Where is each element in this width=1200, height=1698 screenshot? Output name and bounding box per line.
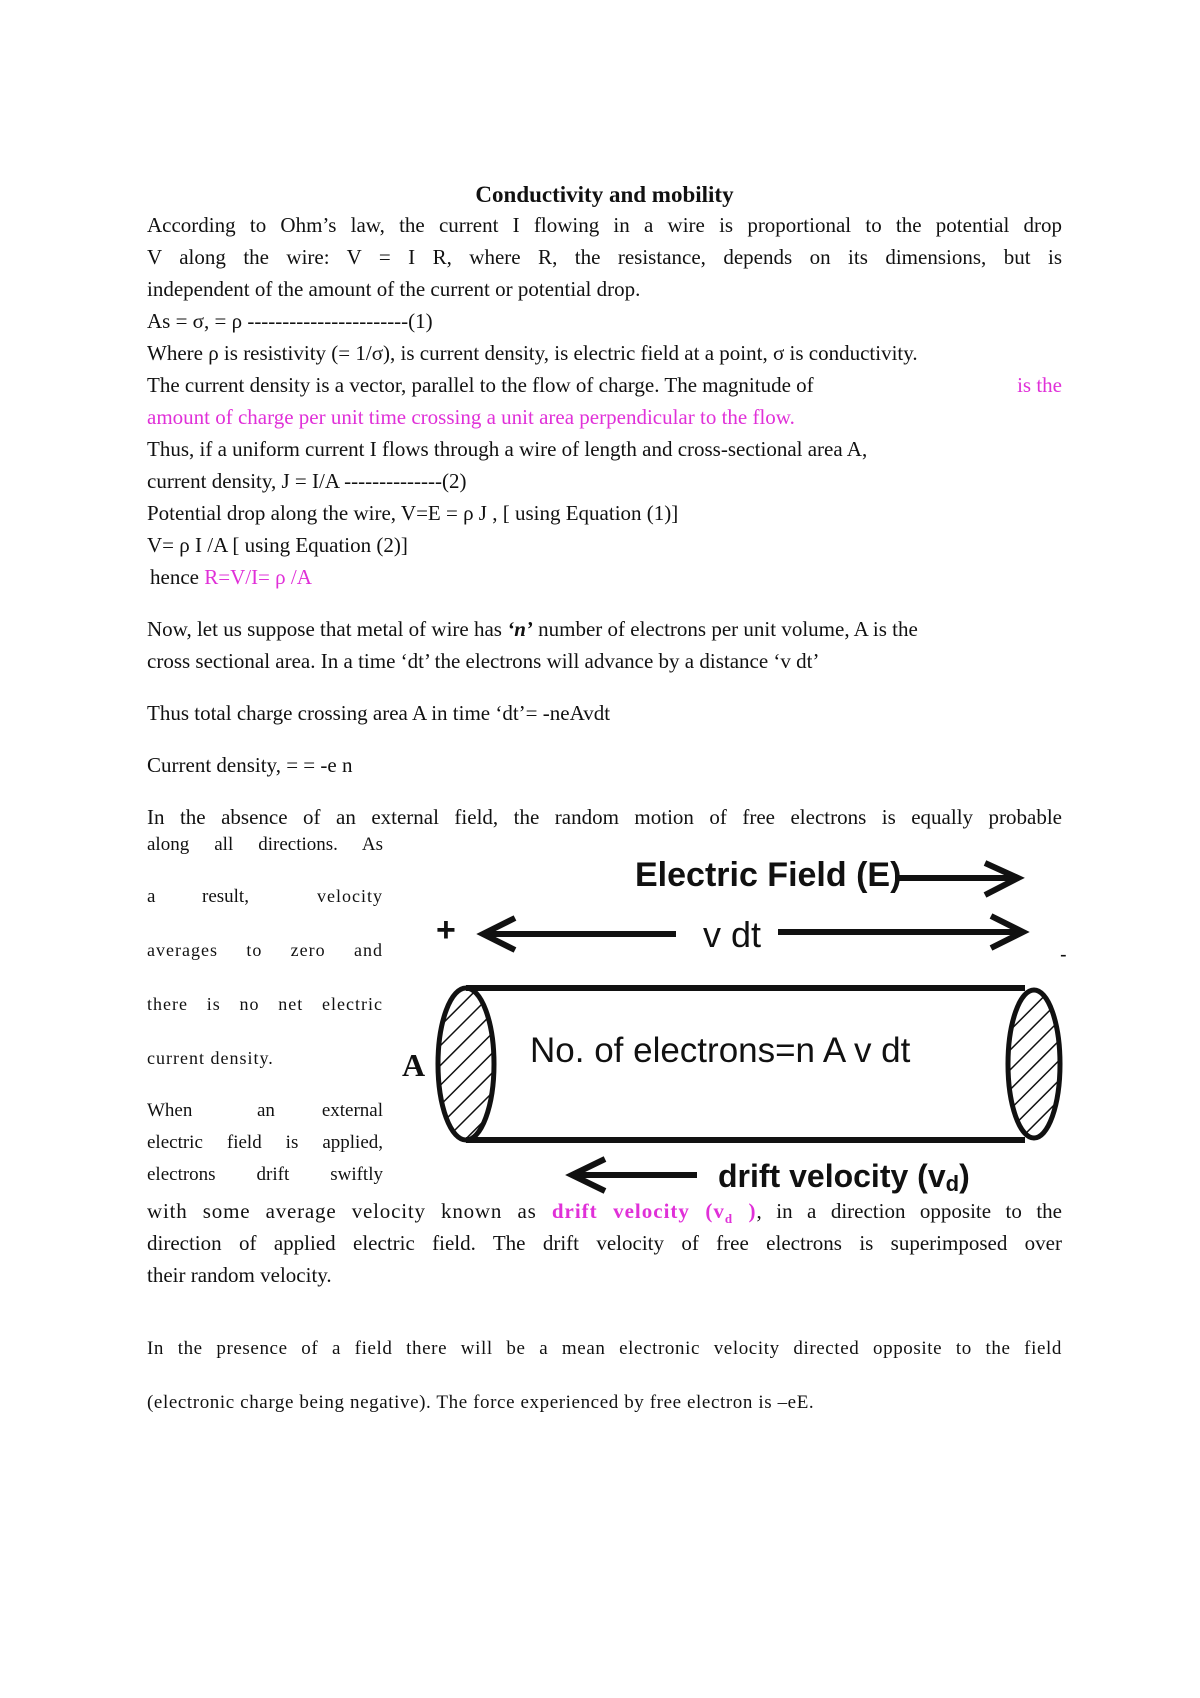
vdt-left-arrow-icon [483,918,676,950]
drift-text-b: , in a direction opposite to the [756,1199,1062,1223]
drift-arrow-icon [572,1159,697,1191]
right-cross-section [1008,990,1060,1138]
narrow-word-a: a [147,886,156,907]
electric-field-arrow-icon [895,863,1018,895]
narrow-word-result: result, [202,886,249,907]
now-text-b: number of electrons per unit volume, A is the [532,617,918,641]
drift-term-close: ) [733,1199,757,1223]
drift-term-text: drift velocity (v [551,1199,725,1223]
area-label: A [402,1047,426,1083]
now-text-a: Now, let us suppose that metal of wire has [147,617,508,641]
narrow-word-velocity: velocity [317,886,383,906]
narrow-word-external: external [321,1100,383,1121]
drift-line-2: direction of applied electric field. The drift velocity of free electrons is superimposed over [147,1231,1062,1255]
potential-drop-line: Potential drop along the wire, V=E = ρ J , [ using Equation (1)] [147,501,679,525]
narrow-line-1: along all directions. As [147,834,383,855]
n-symbol: ‘n’ [507,617,533,641]
electric-field-label: Electric Field (E) [635,856,902,894]
narrow-line-8: electrons drift swiftly [147,1164,383,1185]
equation-3: V= ρ I /A [ using Equation (2)] [147,533,408,557]
narrow-line-4: there is no net electric [147,994,383,1014]
current-density-line: Current density, = = -e n [147,753,353,777]
resistance-formula: R=V/I= ρ /A [204,565,312,589]
drift-velocity-label [718,1158,970,1196]
drift-label-text: drift velocity (v [718,1158,946,1194]
density-text: The current density is a vector, parallel to the flow of charge. The magnitude of [147,373,814,397]
plus-sign: + [436,911,456,949]
narrow-line-3: averages to zero and [147,940,383,960]
presence-line-1: In the presence of a field there will be a mean electronic velocity directed opposite to the field [147,1338,1062,1359]
total-charge-line: Thus total charge crossing area A in time ‘dt’= -neAvdt [147,701,611,725]
now-line-2: cross sectional area. In a time ‘dt’ the electrons will advance by a distance ‘v dt’ [147,649,820,673]
uniform-current-line: Thus, if a uniform current I flows through a wire of length and cross-sectional area A, [147,437,868,461]
drift-text-a: with some average velocity known as [147,1199,552,1223]
vdt-label: v dt [703,914,762,955]
absence-line: In the absence of an external field, the random motion of free electrons is equally probable [147,805,1062,829]
minus-sign: - [1060,944,1067,966]
electrons-count-label: No. of electrons=n A v dt [530,1031,911,1070]
para-ohm-line-3: independent of the amount of the current or potential drop. [147,277,641,301]
density-highlight-line-2: amount of charge per unit time crossing a unit area perpendicular to the flow. [147,405,795,429]
narrow-line-5: current density. [147,1048,274,1068]
vdt-right-arrow-icon [778,916,1023,948]
para-ohm-line-2: V along the wire: V = I R, where R, the resistance, depends on its dimensions, but is [147,245,1062,269]
drift-label-close: ) [959,1158,970,1194]
density-highlight-start: is the [1017,373,1062,397]
presence-line-2: (electronic charge being negative). The force experienced by free electron is –eE. [147,1392,815,1413]
equation-1: As = σ, = ρ -----------------------(1) [147,309,433,333]
para-ohm-line-1: According to Ohm’s law, the current I flowing in a wire is proportional to the potential drop [147,213,1062,237]
equation-2: current density, J = I/A --------------(2) [147,469,467,493]
drift-term-sub: d [724,1211,734,1227]
hence-prefix: hence [150,565,205,589]
narrow-line-7: electric field is applied, [147,1132,383,1153]
resistivity-definition: Where ρ is resistivity (= 1/σ), is current density, is electric field at a point, σ is conductivity. [147,341,918,365]
drift-line-3: their random velocity. [147,1263,332,1287]
left-cross-section [438,988,494,1140]
page-title: Conductivity and mobility [475,182,734,207]
narrow-word-when: When [147,1100,193,1121]
drift-label-sub: d [945,1171,960,1196]
narrow-word-an: an [257,1100,275,1121]
